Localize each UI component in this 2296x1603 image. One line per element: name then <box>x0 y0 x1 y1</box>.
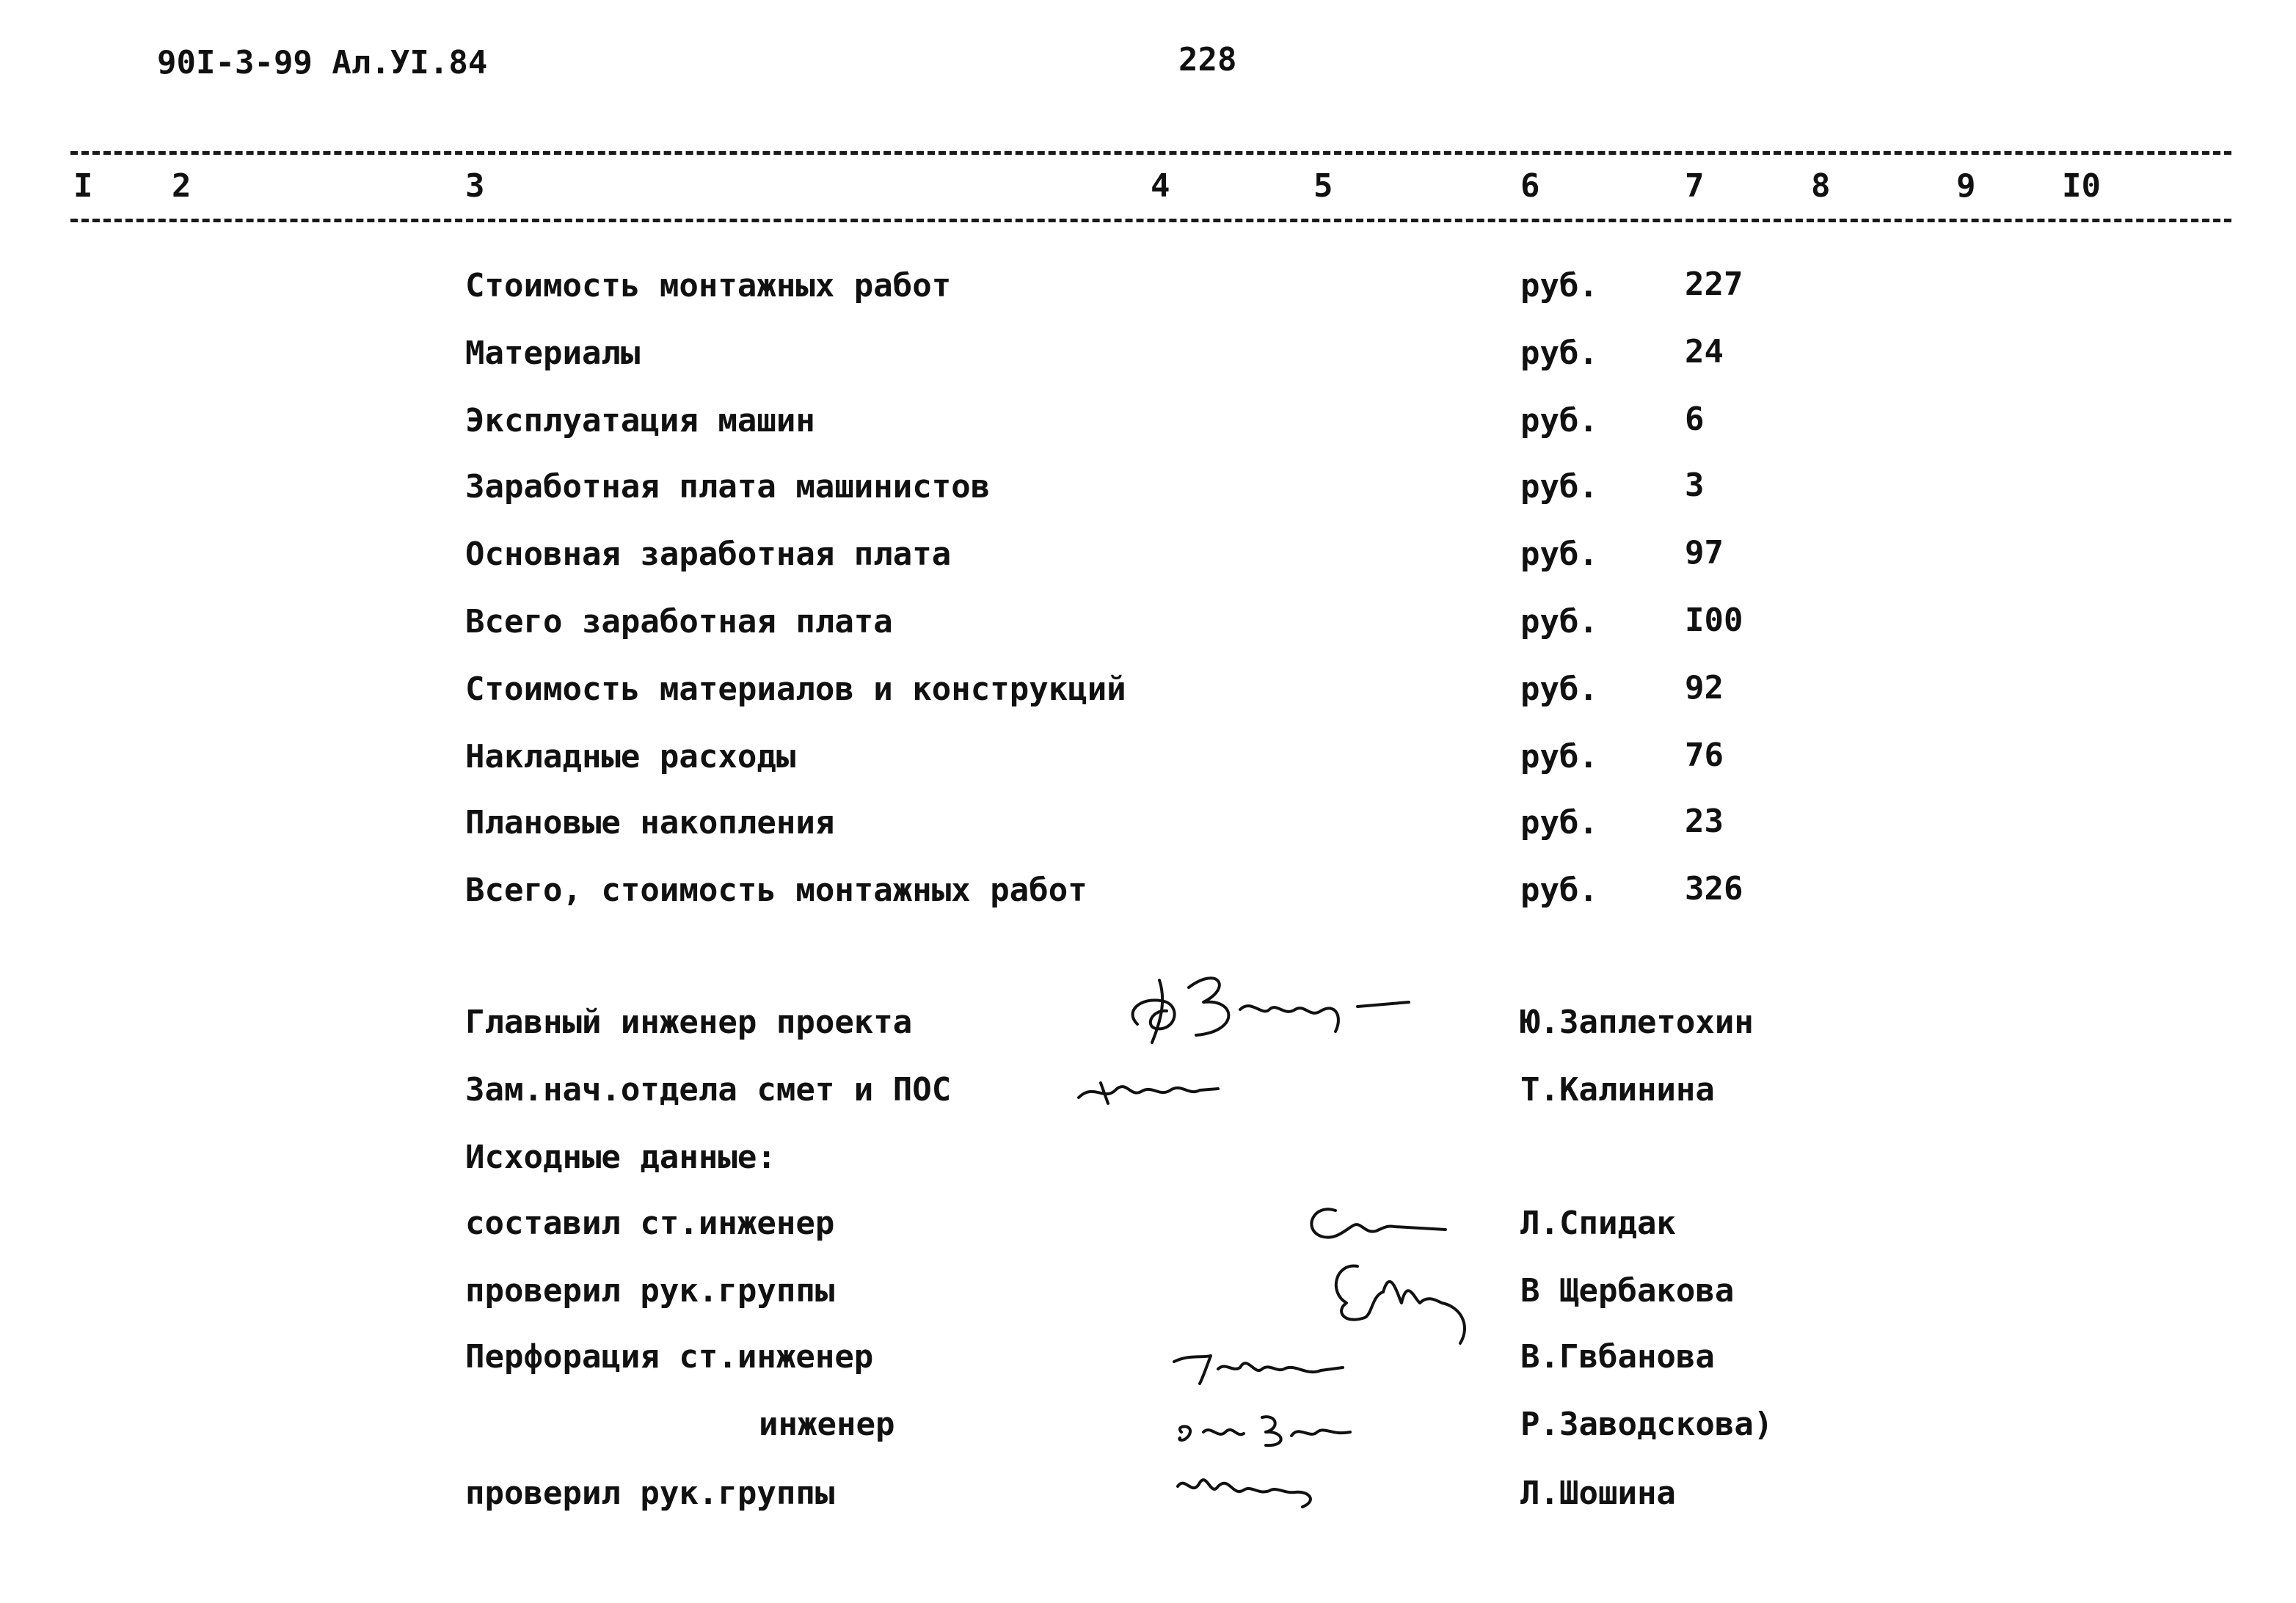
signature-role: инженер <box>759 1406 895 1443</box>
handwritten-signature <box>1167 1403 1365 1454</box>
table-header-top-rule <box>70 151 2231 155</box>
signature-person: Л.Спидак <box>1520 1205 1676 1242</box>
column-number-5: 5 <box>1313 167 1333 205</box>
signature-person: Р.Заводскова) <box>1520 1406 1774 1443</box>
column-number-6: 6 <box>1520 167 1540 205</box>
signature-person: Ю.Заплетохин <box>1520 1004 1754 1041</box>
cost-value: 6 <box>1685 401 1705 438</box>
cost-label: Основная заработная плата <box>465 536 952 573</box>
cost-value: 92 <box>1685 669 1724 706</box>
cost-label: Всего, стоимость монтажных работ <box>465 872 1087 909</box>
column-number-10: I0 <box>2062 167 2101 205</box>
cost-value: 23 <box>1685 803 1724 840</box>
cost-unit: руб. <box>1520 402 1598 439</box>
column-number-4: 4 <box>1151 167 1170 205</box>
column-number-9: 9 <box>1956 167 1976 205</box>
cost-unit: руб. <box>1520 804 1598 841</box>
signature-role: Зам.нач.отдела смет и ПОС <box>465 1071 952 1109</box>
cost-value: I00 <box>1685 602 1743 639</box>
signature-person: В.Гвбанова <box>1520 1338 1715 1376</box>
handwritten-signature <box>1167 1464 1357 1516</box>
handwritten-signature <box>1115 958 1424 1054</box>
cost-unit: руб. <box>1520 671 1598 708</box>
handwritten-signature <box>1071 1068 1240 1112</box>
column-number-7: 7 <box>1685 167 1705 205</box>
page-number: 228 <box>1178 41 1237 78</box>
handwritten-signature <box>1291 1196 1453 1247</box>
cost-label: Эксплуатация машин <box>465 402 815 439</box>
column-number-8: 8 <box>1811 167 1831 205</box>
cost-value: 3 <box>1685 467 1705 504</box>
signature-person: В Щербакова <box>1520 1272 1735 1310</box>
signature-person: Т.Калинина <box>1520 1071 1715 1109</box>
handwritten-signature <box>1167 1340 1357 1391</box>
cost-value: 24 <box>1685 333 1724 370</box>
cost-unit: руб. <box>1520 603 1598 640</box>
cost-label: Всего заработная плата <box>465 603 893 640</box>
column-number-3: 3 <box>465 167 485 205</box>
cost-label: Стоимость монтажных работ <box>465 267 952 304</box>
cost-value: 326 <box>1685 870 1743 908</box>
cost-unit: руб. <box>1520 335 1598 372</box>
cost-label: Стоимость материалов и конструкций <box>465 671 1126 708</box>
cost-label: Заработная плата машинистов <box>465 468 991 505</box>
cost-label: Материалы <box>465 335 641 372</box>
signature-role: составил ст.инженер <box>465 1205 835 1242</box>
column-number-1: I <box>73 167 93 205</box>
signature-role: Главный инженер проекта <box>465 1004 913 1041</box>
signature-section-heading: Исходные данные: <box>465 1139 776 1176</box>
signature-role: проверил рук.группы <box>465 1272 835 1310</box>
cost-unit: руб. <box>1520 738 1598 775</box>
cost-unit: руб. <box>1520 267 1598 304</box>
column-number-2: 2 <box>172 167 192 205</box>
table-header-bottom-rule <box>70 219 2231 222</box>
handwritten-signature <box>1313 1252 1482 1354</box>
cost-label: Плановые накопления <box>465 804 835 841</box>
cost-value: 97 <box>1685 534 1724 572</box>
cost-unit: руб. <box>1520 536 1598 573</box>
cost-label: Накладные расходы <box>465 738 796 775</box>
signature-person: Л.Шошина <box>1520 1475 1676 1512</box>
cost-value: 76 <box>1685 737 1724 774</box>
document-code: 90I-3-99 Ал.УI.84 <box>157 44 488 81</box>
cost-unit: руб. <box>1520 872 1598 909</box>
cost-unit: руб. <box>1520 468 1598 505</box>
cost-value: 227 <box>1685 266 1743 303</box>
signature-role: Перфорация ст.инженер <box>465 1338 874 1376</box>
signature-role: проверил рук.группы <box>465 1475 835 1512</box>
